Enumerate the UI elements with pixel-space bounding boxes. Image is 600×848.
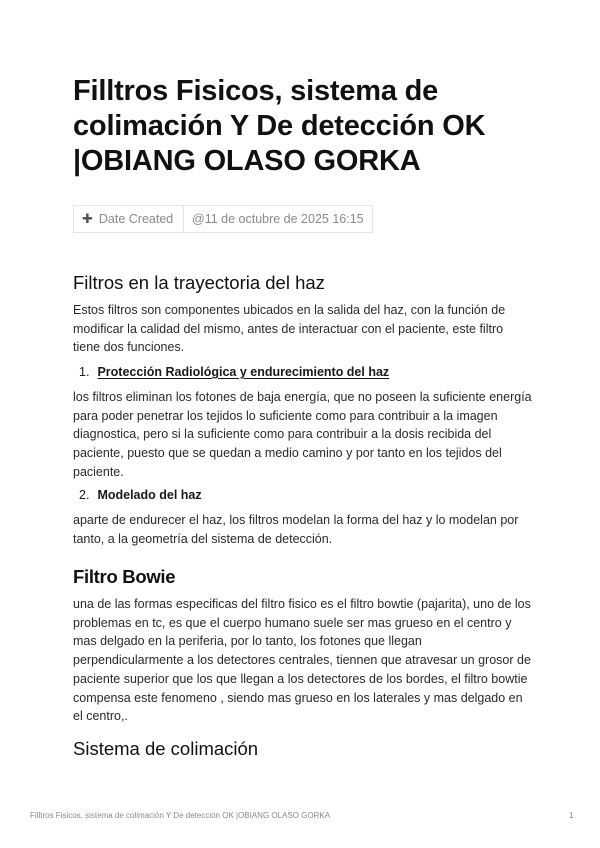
property-key-label: Date Created — [98, 212, 174, 226]
property-value: @11 de octubre de 2025 16:15 — [192, 212, 364, 226]
section-intro-filtros: Estos filtros son componentes ubicados en la salida del haz, con la función de modificar la calidad del mismo, antes de interactuar con el paciente, este filtro tiene dos funciones. — [73, 303, 506, 355]
page-title: Filltros Fisicos, sistema de colimación Y De detección OK |OBIANG OLASO GORKA — [73, 75, 486, 177]
list-item-modelado — [79, 488, 202, 502]
list-item-number: 2. — [79, 488, 90, 502]
page-number: 1 — [569, 811, 574, 820]
list-item-text-modelado: aparte de endurecer el haz, los filtros modelan la forma del haz y lo modelan por tanto, a la geometría del sistema de detección. — [73, 513, 519, 546]
list-item-label: Modelado del haz — [97, 488, 202, 502]
property-key — [74, 206, 184, 232]
section-intro-bowie: una de las formas especificas del filtro fisico es el filtro bowtie (pajarita), uno de los problemas en tc, es que el cuerpo humano suele ser mas grueso en el centro y mas delgado en la periferia, por lo tanto, los fotones que llegan perpendicularmente a los detectores centrales, tiennen que atravesar un grosor de paciente superior que los que llegan a los detectores de los bordes, el filtro bowtie compensa este fenomeno , siendo mas grueso en los laterales y mas delgado en el centro,. — [73, 597, 531, 724]
list-item-number: 1. — [79, 365, 90, 379]
section-heading-bowie: Filtro Bowie — [73, 566, 176, 587]
list-item-label: Protección Radiológica y endurecimiento del haz — [97, 365, 390, 379]
list-item-proteccion — [79, 365, 389, 379]
list-item-text-proteccion: los filtros eliminan los fotones de baja energía, que no poseen la suficiente energía para poder penetrar los tejidos lo suficiente como para contribuir a la imagen diagnostica, pero si la suficiente como para contribuir a la dosis recibida del paciente, puesto que se quedan a medio camino y por tanto en los tejidos del paciente. — [73, 390, 532, 479]
property-row-date-created — [73, 205, 373, 233]
plus-icon: ✚ — [82, 211, 93, 226]
section-heading-colimacion: Sistema de colimación — [73, 738, 259, 759]
footer-title: Filltros Fisicos, sistema de colimación Y De detección OK |OBIANG OLASO GORKA — [30, 811, 331, 820]
section-heading-filtros: Filtros en la trayectoria del haz — [73, 272, 325, 293]
